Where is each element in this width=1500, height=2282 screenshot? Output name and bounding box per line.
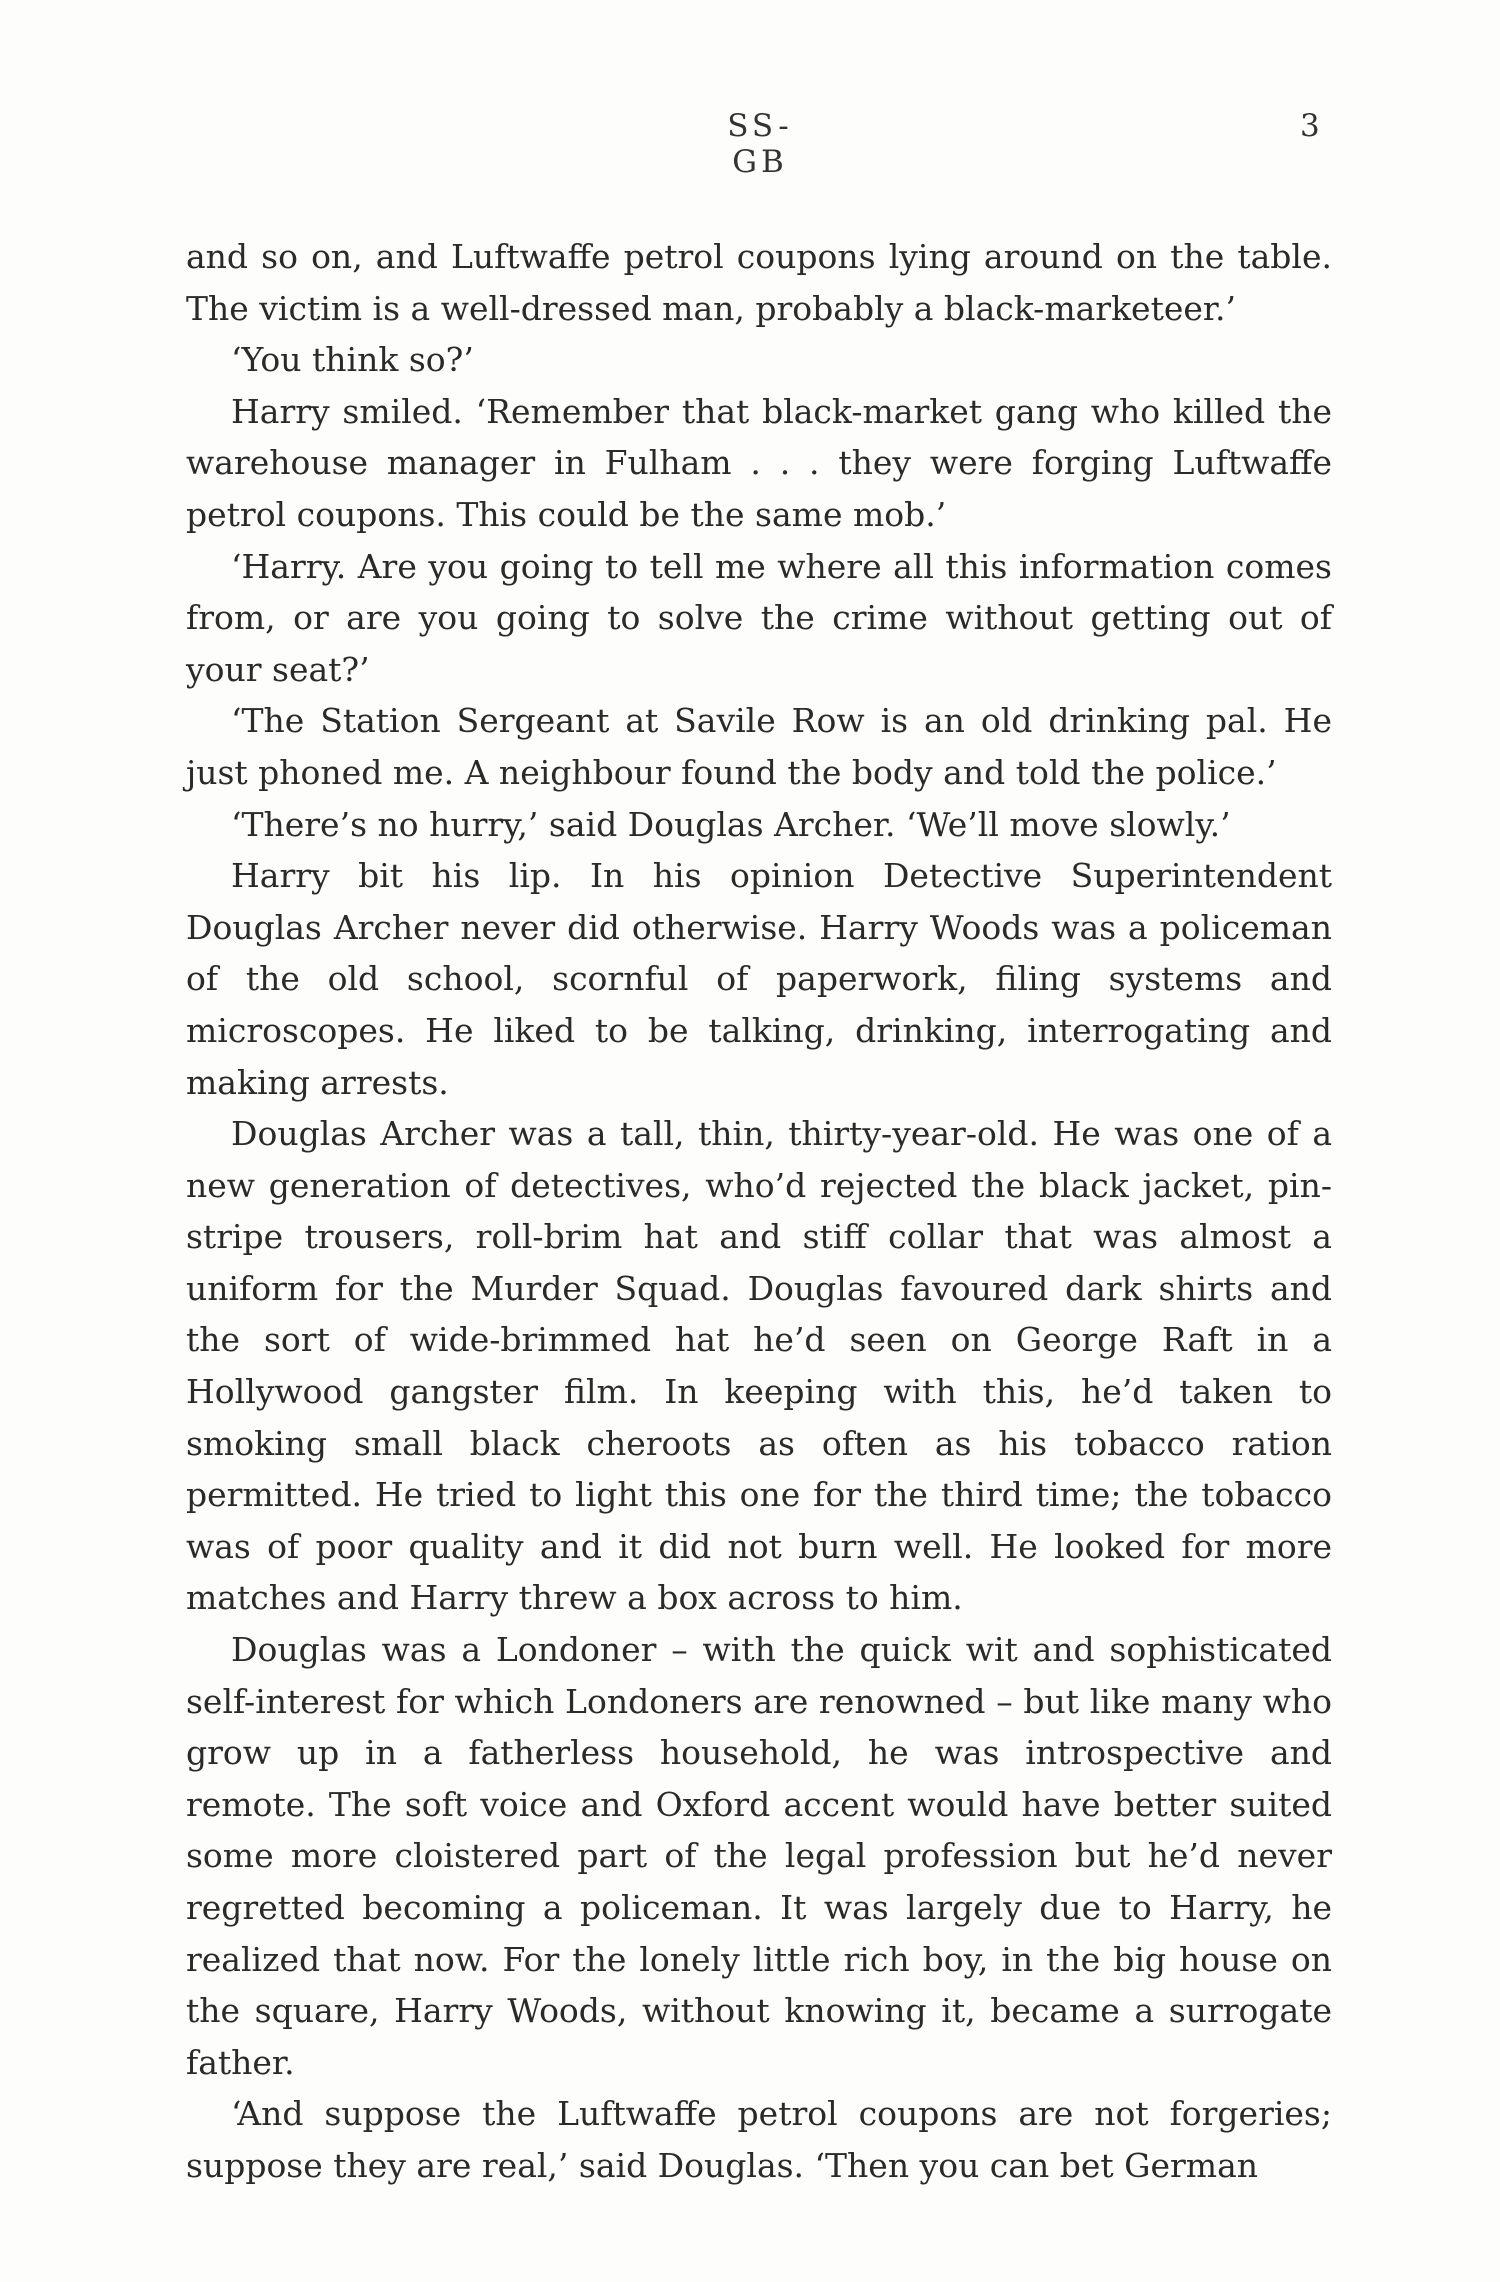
paragraph-7: Harry bit his lip. In his opinion Detective Superintendent Douglas Archer never did otherwise. Harry Woods was a policeman of the old school, scornful of paperwork, filing systems and microscopes. He liked to be talking, drinking, interrogating and making arrests. <box>186 856 1332 1102</box>
paragraph-10: ‘And suppose the Luftwaffe petrol coupons are not forgeries; suppose they are real,’ said Douglas. ‘Then you can bet German <box>186 2094 1332 2185</box>
paragraph-1: and so on, and Luftwaffe petrol coupons lying around on the table. The victim is a well-dressed man, probably a black-marketeer.’ <box>186 237 1332 328</box>
paragraph-8: Douglas Archer was a tall, thin, thirty-year-old. He was one of a new generation of detectives, who’d rejected the black jacket, pin-stripe trousers, roll-brim hat and stiff collar that was almost a uniform for the Murder Squad. Douglas favoured dark shirts and the sort of wide-brimmed hat he’d seen on George Raft in a Hollywood gangster film. In keeping with this, he’d taken to smoking small black cheroots as often as his tobacco ration permitted. He tried to light this one for the third time; the tobacco was of poor quality and it did not burn well. He looked for more matches and Harry threw a box across to him. <box>186 1114 1332 1618</box>
paragraph-3: Harry smiled. ‘Remember that black-market gang who killed the warehouse manager in Fulham . . . they were forging Luftwaffe petrol coupons. This could be the same mob.’ <box>186 391 1332 534</box>
paragraph-6: ‘There’s no hurry,’ said Douglas Archer. ‘We’ll move slowly.’ <box>231 804 1231 844</box>
running-head-title: SS-GB <box>727 108 793 180</box>
paragraph-9: Douglas was a Londoner – with the quick wit and sophisticated self-interest for which Londoners are renowned – but like many who grow up in a fatherless household, he was introspective and remote. The soft voice and Oxford accent would have better suited some more cloistered part of the legal profession but he’d never regretted becoming a policeman. It was largely due to Harry, he realized that now. For the lonely little rich boy, in the big house on the square, Harry Woods, without knowing it, became a surrogate father. <box>186 1630 1332 2082</box>
paragraph-4: ‘Harry. Are you going to tell me where all this information comes from, or are you going to solve the crime without getting out of your seat?’ <box>186 546 1332 689</box>
paragraph-2: ‘You think so?’ <box>231 340 474 380</box>
page-number: 3 <box>1300 108 1320 144</box>
body-text <box>186 231 1332 2192</box>
paragraph-5: ‘The Station Sergeant at Savile Row is an old drinking pal. He just phoned me. A neighbour found the body and told the police.’ <box>186 701 1332 792</box>
